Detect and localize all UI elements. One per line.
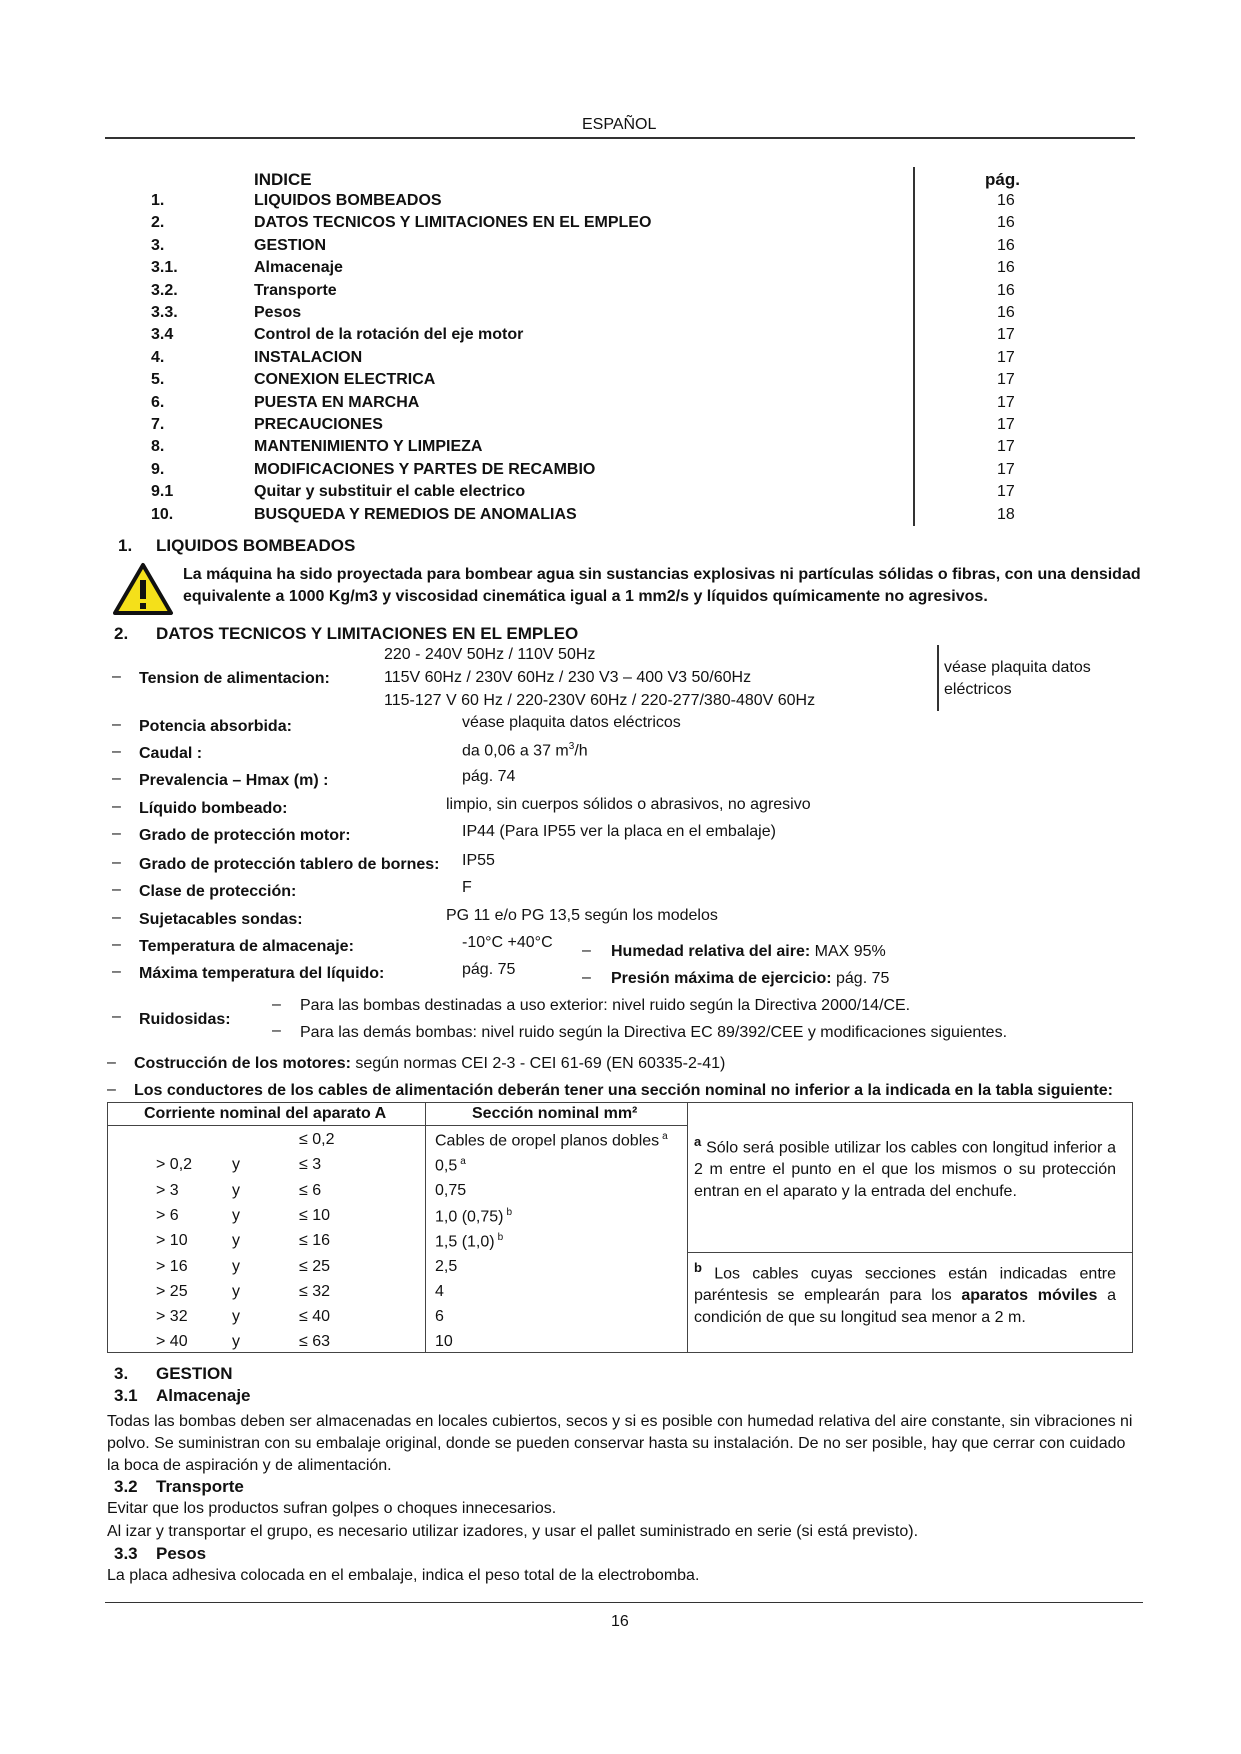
spec-value bbox=[462, 961, 515, 979]
tension-line3: 115-127 V 60 Hz / 220-230V 60Hz / 220-277/380-480V 60Hz bbox=[384, 692, 816, 709]
toc-entry-number: 2. bbox=[151, 214, 165, 232]
toc-divider bbox=[913, 167, 915, 526]
toc-entry-page: 17 bbox=[997, 393, 1015, 411]
spec-value bbox=[446, 796, 811, 814]
toc-entry-number: 9. bbox=[151, 460, 165, 478]
bullet-dash: – bbox=[112, 668, 121, 685]
row-y: y bbox=[232, 1333, 240, 1351]
toc-entry-page: 16 bbox=[997, 192, 1015, 209]
row-y: y bbox=[232, 1308, 240, 1326]
bullet-dash: – bbox=[112, 909, 121, 926]
row-to: ≤ 3 bbox=[299, 1156, 322, 1174]
row-to: ≤ 6 bbox=[299, 1181, 322, 1199]
bullet-dash: – bbox=[272, 996, 281, 1013]
toc-entry-number: 3.1. bbox=[151, 259, 178, 277]
row-y: y bbox=[232, 1232, 240, 1250]
row-section bbox=[435, 1258, 457, 1276]
bullet-dash: – bbox=[272, 1022, 281, 1039]
construccion-value: según normas CEI 2-3 - CEI 61-69 (EN 60335-2-41) bbox=[355, 1055, 726, 1072]
row-section bbox=[435, 1131, 668, 1150]
row-section-text: 4 bbox=[435, 1282, 444, 1300]
toc-entry-number: 8. bbox=[151, 438, 165, 456]
note-a-mark: a bbox=[694, 1134, 702, 1149]
section1-number: 1. bbox=[118, 536, 133, 555]
bullet-dash: – bbox=[112, 881, 121, 898]
bullet-dash: – bbox=[582, 969, 591, 986]
row-section bbox=[435, 1308, 444, 1326]
bullet-dash: – bbox=[582, 942, 591, 959]
row-to: ≤ 40 bbox=[299, 1308, 331, 1326]
row-section-text: 6 bbox=[435, 1308, 444, 1326]
section32-number: 3.2 bbox=[114, 1477, 138, 1496]
toc-entry-label: DATOS TECNICOS Y LIMITACIONES EN EL EMPLEO bbox=[254, 214, 652, 232]
row-section bbox=[435, 1156, 466, 1175]
row-section-text: 0,75 bbox=[435, 1181, 467, 1199]
toc-entry-number: 1. bbox=[151, 192, 165, 209]
row-to: ≤ 25 bbox=[299, 1257, 331, 1275]
section1-title: LIQUIDOS BOMBEADOS bbox=[156, 536, 356, 555]
row-y: y bbox=[232, 1206, 240, 1224]
row-from: > 0,2 bbox=[156, 1156, 193, 1174]
spec-value bbox=[446, 907, 718, 925]
row-y: y bbox=[232, 1282, 240, 1300]
section31-text: Todas las bombas deben ser almacenadas en locales cubiertos, secos y si es posible con humedad relativa del aire constante, sin vibraciones ni polvo. Se suministran con su embalaje original, donde se pueden conservar hasta su instalación. De no ser posible, hay que cerrar con cuidado la boca de aspiración y de alimentación. bbox=[107, 1413, 1133, 1474]
toc-entry-label: Control de la rotación del eje motor bbox=[254, 326, 524, 344]
humedad-label: Humedad relativa del aire: bbox=[611, 943, 811, 960]
row-section-sup: b bbox=[506, 1206, 513, 1218]
section33-text: La placa adhesiva colocada en el embalaje, indica el peso total de la electrobomba. bbox=[107, 1567, 700, 1584]
spec-value-text: IP44 (Para IP55 ver la placa en el embalaje) bbox=[462, 823, 776, 840]
toc-entry-page: 16 bbox=[997, 281, 1015, 299]
tension-note-line1: véase plaquita datos bbox=[944, 659, 1091, 676]
toc-entry-number: 5. bbox=[151, 371, 165, 389]
bullet-dash: – bbox=[112, 854, 121, 871]
row-section-text: Cables de oropel planos dobles bbox=[435, 1132, 660, 1150]
toc-entry-label: Almacenaje bbox=[254, 259, 343, 277]
spec-label: Grado de protección tablero de bornes: bbox=[139, 856, 440, 873]
spec-value-text: pág. 74 bbox=[462, 768, 516, 785]
toc-entry-page: 17 bbox=[997, 460, 1015, 478]
toc-entry-label: Pesos bbox=[254, 304, 302, 321]
warning-text-line1: La máquina ha sido proyectada para bombear agua sin sustancias explosivas ni partículas sólidas o fibras, con una densidad bbox=[183, 566, 1141, 583]
toc-entry-page: 17 bbox=[997, 438, 1015, 456]
spec-value bbox=[462, 823, 776, 841]
toc-entry-label: PUESTA EN MARCHA bbox=[254, 393, 420, 411]
row-from: > 25 bbox=[156, 1282, 188, 1300]
section33-title: Pesos bbox=[156, 1544, 207, 1563]
row-y: y bbox=[232, 1181, 240, 1199]
spec-value-text: IP55 bbox=[462, 852, 495, 869]
bullet-dash: – bbox=[112, 743, 121, 760]
spec-value bbox=[462, 879, 472, 897]
header-language: ESPAÑOL bbox=[582, 116, 657, 133]
spec-value bbox=[462, 741, 588, 760]
spec-label: Potencia absorbida: bbox=[139, 718, 292, 735]
bullet-dash: – bbox=[112, 936, 121, 953]
warning-icon bbox=[112, 562, 174, 621]
footer-rule bbox=[105, 1602, 1143, 1603]
row-to: ≤ 10 bbox=[299, 1206, 331, 1224]
table-col-divider bbox=[425, 1102, 426, 1353]
ruidosidad-line1: Para las bombas destinadas a uso exterior: nivel ruido según la Directiva 2000/14/CE. bbox=[300, 997, 911, 1014]
section3-number: 3. bbox=[114, 1364, 129, 1383]
spec-label: Sujetacables sondas: bbox=[139, 911, 303, 928]
spec-value bbox=[462, 852, 495, 870]
toc-entry-label: MODIFICACIONES Y PARTES DE RECAMBIO bbox=[254, 460, 596, 478]
spec-label: Líquido bombeado: bbox=[139, 800, 288, 817]
spec-label: Máxima temperatura del líquido: bbox=[139, 965, 385, 982]
row-from: > 32 bbox=[156, 1308, 188, 1326]
row-section-text: 10 bbox=[435, 1333, 453, 1351]
bullet-dash: – bbox=[107, 1081, 116, 1098]
row-section-text: 0,5 bbox=[435, 1157, 458, 1175]
note-b-mark: b bbox=[694, 1260, 702, 1275]
note-b-bold: aparatos móviles bbox=[961, 1287, 1098, 1305]
toc-entry-label: GESTION bbox=[254, 236, 327, 254]
spec-value-text: da 0,06 a 37 m bbox=[462, 742, 569, 760]
row-section bbox=[435, 1283, 444, 1301]
presion-row bbox=[611, 970, 889, 988]
row-section-sup: a bbox=[460, 1156, 466, 1168]
bullet-dash: – bbox=[112, 798, 121, 815]
spec-value bbox=[462, 714, 681, 732]
spec-value-sup: 3 bbox=[568, 741, 575, 752]
bullet-dash: – bbox=[112, 770, 121, 787]
spec-value-text: -10°C +40°C bbox=[462, 934, 553, 951]
presion-value: pág. 75 bbox=[836, 970, 890, 987]
bullet-dash: – bbox=[112, 1008, 121, 1025]
construccion-row bbox=[134, 1055, 725, 1073]
note-b-post: a condición de que su longitud sea menor a 2 m. bbox=[694, 1287, 1116, 1327]
bullet-dash: – bbox=[112, 716, 121, 733]
spec-value-suffix: /h bbox=[574, 742, 588, 760]
spec-value-text: PG 11 e/o PG 13,5 según los modelos bbox=[446, 907, 718, 924]
construccion-label: Costrucción de los motores: bbox=[134, 1055, 351, 1072]
row-section-text: 2,5 bbox=[435, 1257, 458, 1275]
row-from: > 3 bbox=[156, 1181, 179, 1199]
note-b-pre: Los cables cuyas secciones están indicadas entre paréntesis se emplearán para los bbox=[694, 1265, 1116, 1305]
section31-title: Almacenaje bbox=[156, 1386, 251, 1405]
section2-number: 2. bbox=[114, 624, 129, 643]
toc-entry-page: 17 bbox=[997, 326, 1015, 344]
spec-value bbox=[462, 768, 515, 786]
toc-entry-page: 16 bbox=[997, 259, 1015, 277]
toc-entry-page: 16 bbox=[997, 236, 1015, 254]
toc-title: INDICE bbox=[254, 170, 312, 189]
table-header-rule bbox=[107, 1125, 687, 1126]
table-col-divider bbox=[687, 1102, 688, 1353]
row-to: ≤ 32 bbox=[299, 1282, 331, 1300]
spec-label: Caudal : bbox=[139, 745, 203, 762]
toc-entry-label: CONEXION ELECTRICA bbox=[254, 371, 436, 389]
spec-value-text: pág. 75 bbox=[462, 961, 516, 978]
spec-label: Clase de protección: bbox=[139, 883, 297, 900]
spec-label: Grado de protección motor: bbox=[139, 827, 351, 844]
toc-entry-number: 3.2. bbox=[151, 281, 178, 299]
spec-value-text: limpio, sin cuerpos sólidos o abrasivos, no agresivo bbox=[446, 796, 811, 813]
spec-label: Prevalencia – Hmax (m) : bbox=[139, 772, 329, 789]
table-header-current: Corriente nominal del aparato A bbox=[144, 1105, 387, 1122]
toc-entry-label: BUSQUEDA Y REMEDIOS DE ANOMALIAS bbox=[254, 505, 577, 523]
table-header-section: Sección nominal mm² bbox=[472, 1105, 638, 1122]
ruidosidad-line2: Para las demás bombas: nivel ruido según la Directiva EC 89/392/CEE y modificaciones siguientes. bbox=[300, 1024, 1008, 1041]
row-to: ≤ 0,2 bbox=[299, 1131, 335, 1148]
tension-note-line2: eléctricos bbox=[944, 681, 1012, 698]
section33-number: 3.3 bbox=[114, 1544, 138, 1563]
row-to: ≤ 63 bbox=[299, 1333, 331, 1351]
spec-value bbox=[462, 934, 553, 952]
tension-line1: 220 - 240V 50Hz / 110V 50Hz bbox=[384, 646, 596, 663]
toc-entry-page: 17 bbox=[997, 416, 1015, 433]
ruidosidad-label: Ruidosidas: bbox=[139, 1011, 231, 1028]
presion-label: Presión máxima de ejercicio: bbox=[611, 970, 832, 987]
section31-number: 3.1 bbox=[114, 1386, 138, 1405]
row-section bbox=[435, 1182, 466, 1200]
toc-entry-page: 17 bbox=[997, 371, 1015, 389]
humedad-row bbox=[611, 943, 886, 961]
page-number: 16 bbox=[611, 1613, 629, 1630]
toc-entry-page: 18 bbox=[997, 505, 1015, 523]
toc-entry-number: 4. bbox=[151, 348, 165, 366]
spec-value-text: F bbox=[462, 879, 472, 896]
toc-entry-label: Quitar y substituir el cable electrico bbox=[254, 483, 526, 501]
toc-entry-page: 16 bbox=[997, 214, 1015, 232]
row-section-text: 1,0 (0,75) bbox=[435, 1208, 504, 1226]
toc-entry-number: 6. bbox=[151, 393, 165, 411]
bullet-dash: – bbox=[107, 1054, 116, 1071]
toc-entry-number: 3.4 bbox=[151, 326, 174, 344]
toc-entry-page: 17 bbox=[997, 483, 1015, 501]
toc-entry-page: 17 bbox=[997, 348, 1015, 366]
toc-page-label: pág. bbox=[985, 170, 1020, 189]
toc-entry-number: 9.1 bbox=[151, 483, 174, 501]
row-y: y bbox=[232, 1156, 240, 1174]
toc-entry-label: INSTALACION bbox=[254, 348, 363, 366]
note-a-text: Sólo será posible utilizar los cables con longitud inferior a 2 m entre el punto en el que los mismos o su protección entran en el aparato y la entrada del enchufe. bbox=[694, 1139, 1116, 1201]
humedad-value: MAX 95% bbox=[814, 943, 886, 960]
row-section bbox=[435, 1232, 503, 1251]
row-section-sup: b bbox=[497, 1232, 504, 1244]
toc-entry-label: Transporte bbox=[254, 281, 337, 299]
row-from: > 10 bbox=[156, 1232, 188, 1250]
toc-entry-label: PRECAUCIONES bbox=[254, 416, 383, 433]
conductores-text: Los conductores de los cables de alimentación deberán tener una sección nominal no inferior a la indicada en la tabla siguiente: bbox=[134, 1082, 1113, 1099]
bullet-dash: – bbox=[112, 963, 121, 980]
row-from: > 6 bbox=[156, 1206, 179, 1224]
toc-entry-label: MANTENIMIENTO Y LIMPIEZA bbox=[254, 438, 483, 456]
spec-value-text: véase plaquita datos eléctricos bbox=[462, 714, 681, 731]
row-y: y bbox=[232, 1257, 240, 1275]
tension-label: Tension de alimentacion: bbox=[139, 670, 330, 687]
row-section bbox=[435, 1207, 512, 1226]
header-rule bbox=[105, 137, 1135, 139]
row-section bbox=[435, 1333, 453, 1351]
table-note-b bbox=[694, 1257, 1116, 1329]
toc-entry-label: LIQUIDOS BOMBEADOS bbox=[254, 192, 442, 209]
warning-text-line2: equivalente a 1000 Kg/m3 y viscosidad cinemática igual a 1 mm2/s y líquidos químicamente no agresivos. bbox=[183, 588, 988, 605]
row-from: > 40 bbox=[156, 1333, 188, 1351]
row-from: > 16 bbox=[156, 1257, 188, 1275]
row-section-text: 1,5 (1,0) bbox=[435, 1233, 495, 1251]
toc-entry-number: 7. bbox=[151, 416, 165, 433]
toc-entry-number: 10. bbox=[151, 505, 174, 523]
section32-line2: Al izar y transportar el grupo, es necesario utilizar izadores, y usar el pallet suministrado en serie (si está previsto). bbox=[107, 1523, 919, 1540]
table-note-a bbox=[694, 1131, 1116, 1203]
toc-entry-number: 3. bbox=[151, 236, 165, 254]
spec-label: Temperatura de almacenaje: bbox=[139, 938, 354, 955]
row-to: ≤ 16 bbox=[299, 1232, 331, 1250]
section2-title: DATOS TECNICOS Y LIMITACIONES EN EL EMPLEO bbox=[156, 624, 579, 643]
toc-entry-number: 3.3. bbox=[151, 304, 178, 321]
bullet-dash: – bbox=[112, 825, 121, 842]
tension-line2: 115V 60Hz / 230V 60Hz / 230 V3 – 400 V3 50/60Hz bbox=[384, 669, 752, 686]
table-notes-rule bbox=[687, 1252, 1133, 1253]
toc-entry-page: 16 bbox=[997, 304, 1015, 321]
row-section-sup: a bbox=[662, 1131, 668, 1142]
section3-title: GESTION bbox=[156, 1364, 233, 1383]
tension-note-divider bbox=[937, 645, 939, 711]
section32-line1: Evitar que los productos sufran golpes o choques innecesarios. bbox=[107, 1500, 557, 1517]
section32-title: Transporte bbox=[156, 1477, 244, 1496]
